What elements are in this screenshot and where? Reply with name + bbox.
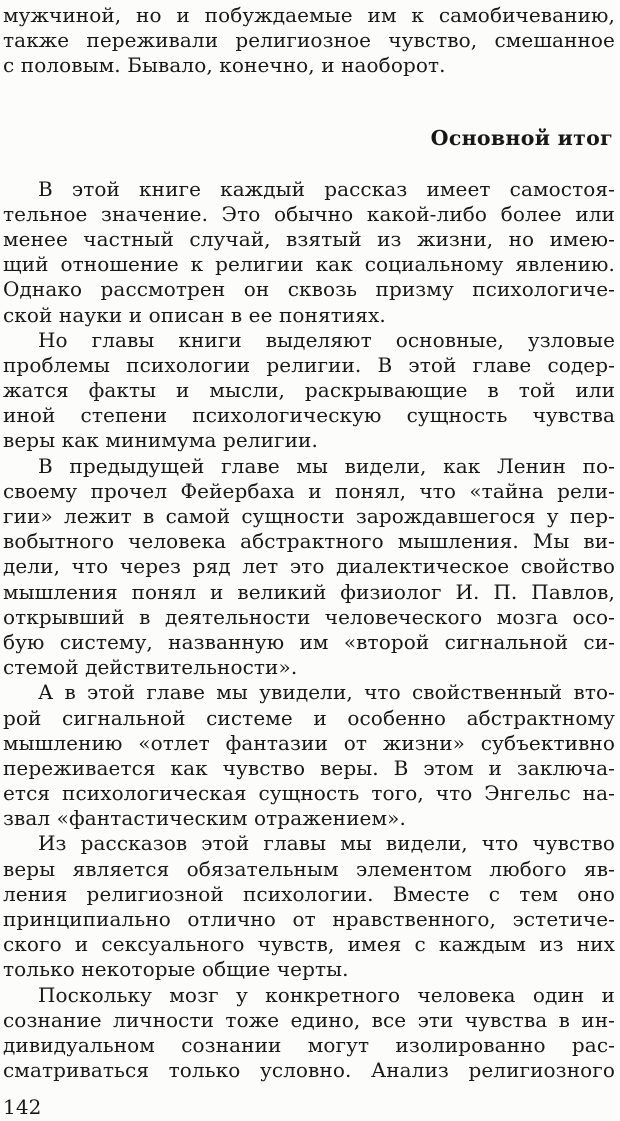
text-line: Однако рассмотрен он сквозь призму психологиче- bbox=[3, 277, 615, 302]
text-line: веры как минимума религии. bbox=[3, 428, 318, 453]
text-line: также переживали религиозное чувство, смешанное bbox=[3, 28, 615, 53]
text-line: ского и сексуального чувств, имея с каждым из них bbox=[3, 932, 615, 957]
paragraph bbox=[3, 454, 615, 681]
text-line: мышлению «отлет фантазии от жизни» субъективно bbox=[3, 730, 615, 755]
text-line: ется психологическая сущность того, что Энгельс на- bbox=[3, 781, 615, 806]
text-line: принципиально отлично от нравственного, эстетиче- bbox=[3, 907, 615, 931]
text-line: бую систему, названную им «второй сигнальной си- bbox=[3, 629, 615, 654]
text-line: стемой действительности». bbox=[3, 655, 298, 680]
paragraph bbox=[3, 680, 615, 831]
text-line: В этой книге каждый рассказ имеет самостоя- bbox=[38, 176, 615, 201]
text-line: открывший в деятельности человеческого мозга осо- bbox=[3, 604, 615, 629]
text-line: А в этой главе мы увидели, что свойственный вто- bbox=[38, 680, 615, 705]
text-line: Из рассказов этой главы мы видели, что чувство bbox=[38, 831, 615, 856]
text-line: ской науки и описан в ее понятиях. bbox=[3, 302, 386, 327]
text-line: проблемы психологии религии. В этой главе содер- bbox=[3, 352, 615, 377]
text-line: дели, что через ряд лет это диалектическое свойство bbox=[3, 554, 615, 579]
text-line: гии» лежит в самой сущности зарождавшегося у пер- bbox=[3, 504, 615, 528]
paragraph bbox=[3, 983, 615, 1084]
body-text bbox=[3, 177, 615, 1084]
text-line: В предыдущей главе мы видели, как Ленин по- bbox=[38, 453, 615, 478]
section-heading: Основной итог bbox=[430, 125, 613, 150]
paragraph bbox=[3, 328, 615, 454]
text-line: только некоторые общие черты. bbox=[3, 957, 349, 982]
text-line: жатся факты и мысли, раскрывающие в той или bbox=[3, 378, 615, 403]
text-line: менее частный случай, взятый из жизни, но имею- bbox=[3, 226, 615, 251]
text-line: переживается как чувство веры. В этом и заключа- bbox=[3, 755, 615, 780]
text-line: вобытного человека абстрактного мышления. Мы ви- bbox=[3, 529, 615, 554]
text-line: мужчиной, но и побуждаемые им к самобичеванию, bbox=[3, 3, 615, 27]
paragraph bbox=[3, 177, 615, 328]
text-line: дивидуальном сознании могут изолированно рас- bbox=[3, 1032, 615, 1057]
paragraph bbox=[3, 831, 615, 982]
page-number: 142 bbox=[3, 1095, 42, 1120]
text-line: веры является обязательным элементом любого яв- bbox=[3, 856, 615, 881]
text-line: Но главы книги выделяют основные, узловые bbox=[38, 327, 615, 352]
continuation-paragraph bbox=[3, 3, 615, 79]
text-line: мышления понял и великий физиолог И. П. Павлов, bbox=[3, 579, 615, 604]
text-line: иной степени психологическую сущность чувства bbox=[3, 403, 615, 428]
text-line: ления религиозной психологии. Вместе с тем оно bbox=[3, 881, 615, 906]
text-line: щий отношение к религии как социальному явлению. bbox=[3, 252, 615, 277]
text-line: сматриваться только условно. Анализ религиозного bbox=[3, 1058, 615, 1083]
text-line: своему прочел Фейербаха и понял, что «тайна рели- bbox=[3, 478, 615, 503]
text-line: Поскольку мозг у конкретного человека один и bbox=[38, 982, 615, 1007]
text-line: тельное значение. Это обычно какой-либо более или bbox=[3, 201, 615, 226]
text-line: с половым. Бывало, конечно, и наоборот. bbox=[3, 53, 446, 78]
text-line: звал «фантастическим отражением». bbox=[3, 806, 406, 831]
text-line: рой сигнальной системе и особенно абстрактному bbox=[3, 705, 615, 730]
text-line: сознание личности тоже едино, все эти чувства в ин- bbox=[3, 1007, 615, 1032]
